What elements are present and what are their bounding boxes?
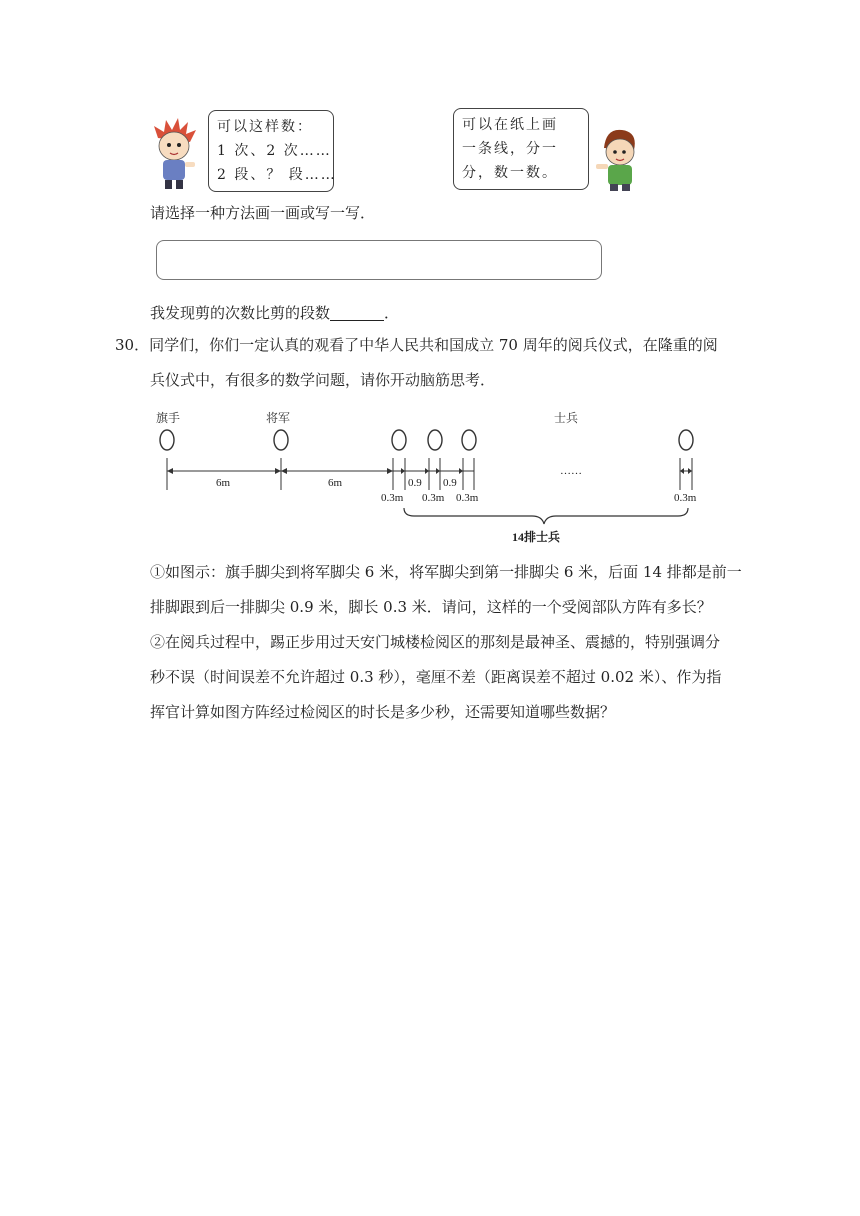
sub-question-2	[150, 625, 721, 730]
distance-label: 6m	[328, 477, 343, 489]
answer-blank[interactable]	[330, 305, 384, 321]
soldier-figure	[392, 430, 406, 450]
bubble-left-line: 1 次、2 次……	[217, 143, 332, 159]
bubble-left-line: 2 段、？ 段……	[217, 167, 337, 183]
instruction-text: 请选择一种方法画一画或写一写．	[150, 204, 376, 222]
soldier-figure	[679, 430, 693, 450]
question-line: 兵仪式中，有很多的数学问题，请你开动脑筋思考．	[150, 371, 496, 389]
sub-question-1	[150, 555, 742, 625]
finding-suffix: ．	[384, 304, 400, 322]
dimension-label: 0.3m	[422, 492, 445, 504]
boy-right-illustration	[594, 126, 644, 192]
boy-left-illustration	[150, 118, 200, 190]
dimension-label: 0.9	[408, 477, 422, 489]
dimension-label: 0.3m	[674, 492, 697, 504]
finding-prefix: 我发现剪的次数比剪的段数	[150, 304, 331, 322]
sub-question-line: ①如图示：旗手脚尖到将军脚尖 6 米，将军脚尖到第一排脚尖 6 米，后面 14 排都是前一	[150, 563, 742, 581]
brace-label: 14排士兵	[512, 530, 561, 544]
answer-box[interactable]	[156, 240, 602, 280]
dimension-label: 0.9	[443, 477, 457, 489]
distance-label: 6m	[216, 477, 231, 489]
question-line: 同学们，你们一定认真的观看了中华人民共和国成立 70 周年的阅兵仪式，在隆重的阅	[149, 336, 718, 354]
bubble-right-line: 可以在纸上画	[462, 117, 558, 133]
question-30	[115, 328, 718, 398]
ellipsis: ……	[560, 465, 582, 477]
dimension-label: 0.3m	[381, 492, 404, 504]
soldier-figure	[462, 430, 476, 450]
speech-bubble-left	[208, 110, 337, 192]
bubble-right-line: 分，数一数。	[462, 165, 558, 181]
flag-bearer-label: 旗手	[156, 411, 181, 425]
sub-question-line: ②在阅兵过程中，踢正步用过天安门城楼检阅区的那刻是最神圣、震撼的，特别强调分	[150, 633, 721, 651]
finding-sentence	[150, 302, 399, 323]
dimension-label: 0.3m	[456, 492, 479, 504]
soldier-figure	[428, 430, 442, 450]
sub-question-line: 排脚跟到后一排脚尖 0.9 米，脚长 0.3 米．请问，这样的一个受阅部队方阵有多长？	[150, 598, 712, 616]
brace	[404, 508, 688, 524]
bubble-left-line: 可以这样数：	[217, 119, 313, 135]
general-figure	[274, 430, 288, 450]
question-number: 30．	[115, 336, 150, 354]
sub-question-line: 秒不误（时间误差不允许超过 0.3 秒），毫厘不差（距离误差不超过 0.02 米）、作为指	[150, 668, 722, 686]
soldiers-label: 士兵	[554, 411, 579, 425]
bubble-right-line: 一条线，分一	[462, 141, 558, 157]
general-label: 将军	[266, 411, 291, 425]
sub-question-line: 挥官计算如图方阵经过检阅区的时长是多少秒，还需要知道哪些数据？	[150, 703, 616, 721]
parade-diagram	[150, 400, 710, 550]
speech-bubble-right	[453, 108, 589, 190]
flag-bearer-figure	[160, 430, 174, 450]
